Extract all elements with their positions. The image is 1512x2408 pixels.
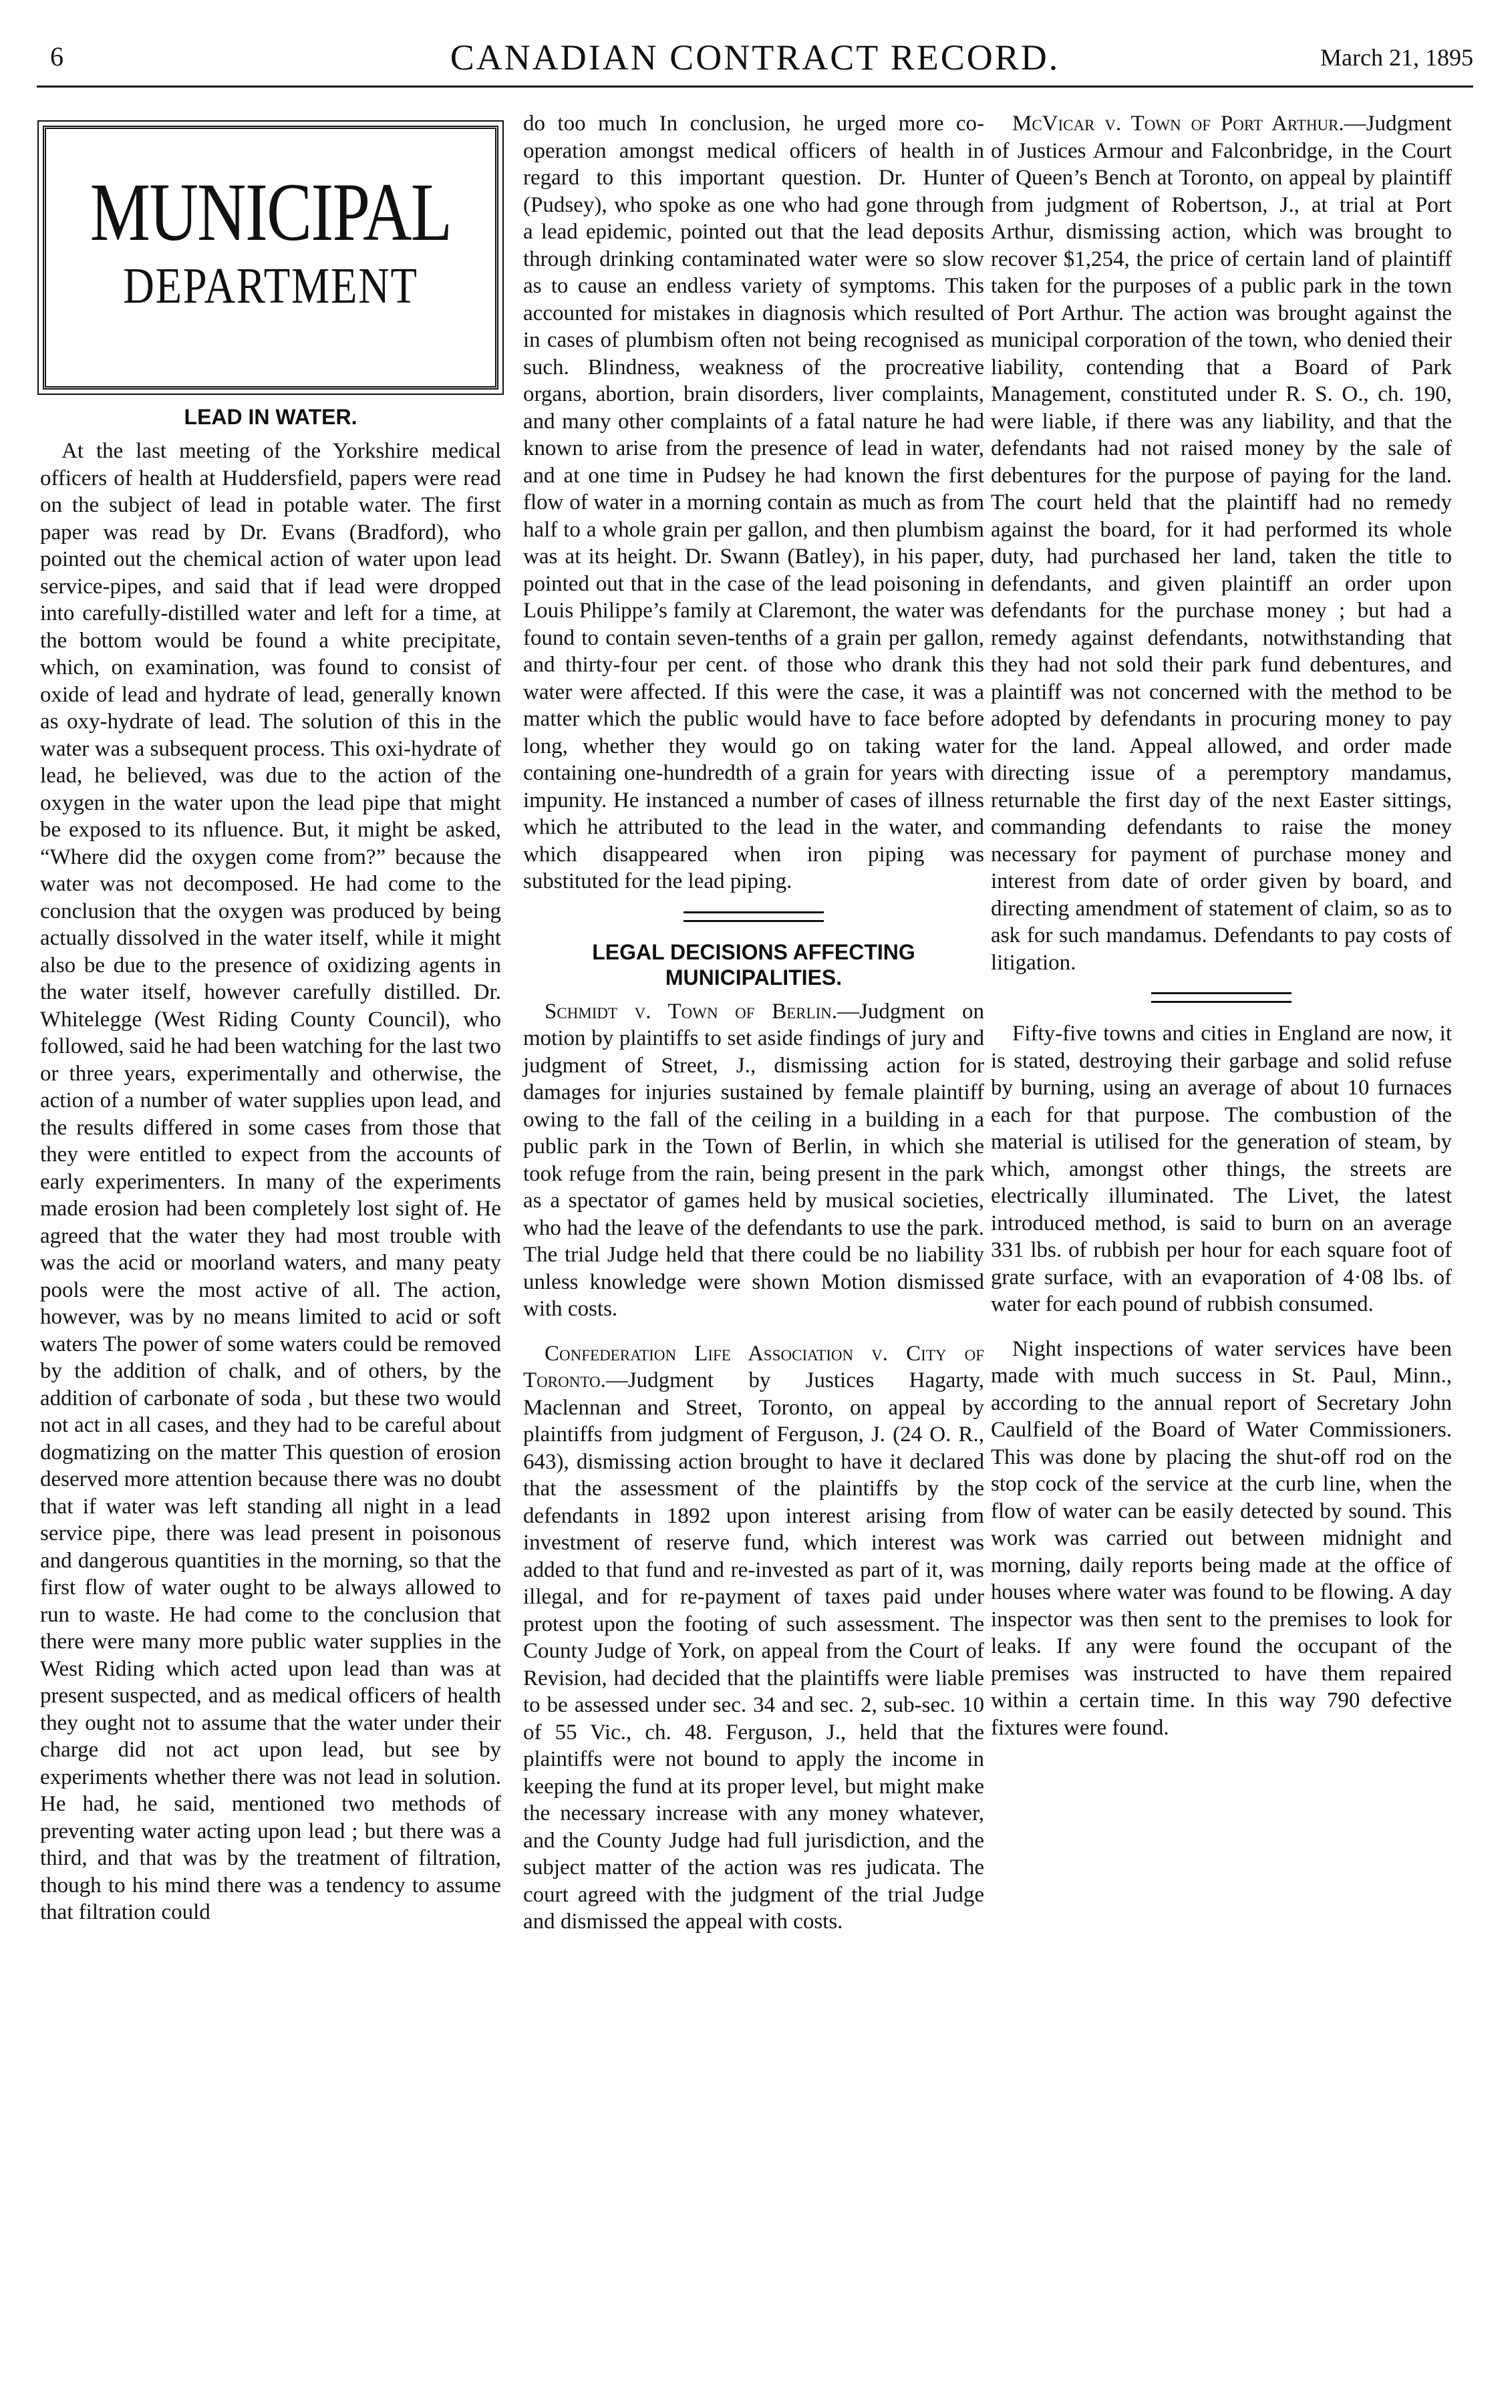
case-title: Schmidt v. Town of Berlin.	[545, 999, 838, 1024]
case-text: —Judgment on motion by plaintiffs to set aside findings of jury and judgment of Street, J., dismissing action for damages for injuries sustained by female plaintiff owing to the fall of the ceiling in a building in a public park in the Town of Berlin, in which she took refuge from the rain, being present in the park as a spectator of games held by musical societies, who had the leave of the defendants to use the park. The trial Judge held that there could be no liability unless knowledge were shown Motion dismissed with costs.	[523, 999, 984, 1321]
legal-case	[523, 1340, 984, 1936]
section-separator	[1151, 992, 1292, 1003]
publication-title: CANADIAN CONTRACT RECORD.	[450, 37, 1060, 78]
logo-line-2: DEPARTMENT	[123, 258, 418, 314]
page-header	[37, 37, 1473, 84]
article-heading: LEAD IN WATER.	[184, 405, 357, 429]
department-logo	[43, 126, 498, 390]
news-note: Night inspections of water services have been made with much success in St. Paul, Minn., according to the annual report of Secretary John Caulfield of the Board of Water Commissioners. This was done by placing the shut-off rod on the stop cock of the service at the curb line, when the flow of water can be easily detected by sound. This work was carried out between midnight and morning, daily reports being made at the office of houses where water was found to be flowing. A day inspector was then sent to the premises to look for leaks. If any were found the occupant of the premises was instructed to have them repaired within a certain time. In this way 790 defective fixtures were found.	[991, 1336, 1452, 1740]
legal-case	[991, 110, 1452, 976]
section-separator	[684, 911, 824, 922]
column-3	[991, 110, 1452, 1741]
legal-case	[523, 998, 984, 1323]
case-title: McVicar v. Town of Port Arthur.	[1012, 112, 1344, 136]
column-2	[523, 110, 984, 1936]
article-paragraph: At the last meeting of the Yorkshire medical officers of health at Huddersfield, papers were read on the subject of lead in potable water. The first paper was read by Dr. Evans (Bradford), who pointed out the chemical action of water upon lead service-pipes, and said that if lead were dropped into carefully-distilled water and left for a time, at the bottom would be found a white precipitate, which, on examination, was found to consist of oxide of lead and hydrate of lead, generally known as oxy-hydrate of lead. The solution of this in the water was a subsequent process. This oxi-hydrate of lead, he believed, was due to the action of the oxygen in the water upon the lead pipe that might be exposed to its nfluence. But, it might be asked, “Where did the oxygen come from?” because the water was not decomposed. He had come to the conclusion that the oxygen was produced by being actually dissolved in the water itself, while it might also be due to the presence of oxidizing agents in the water itself, however carefully distilled. Dr. Whitelegge (West Riding County Council), who followed, said he had been watching for the last two or three years, experimentally and otherwise, the action of a number of water supplies upon lead, and the results differed in some cases from those that they were entitled to expect from the accounts of early experimenters. In many of the experiments made erosion had been completely lost sight of. He agreed that the water they had most trouble with was the acid or moorland waters, and many peaty pools were the most active of all. The action, however, was by no means limited to acid or soft waters The power of some waters could be removed by the addition of chalk, and of others, by the addition of carbonate of soda , but these two would not act in all cases, and they had to be careful about dogmatizing on the matter This question of erosion deserved more attention because there was no doubt that if water was left standing all night in a lead service pipe, there was lead present in poisonous and dangerous quantities in the morning, so that the first flow of water ought to be always allowed to run to waste. He had come to the conclusion that there were many more public water supplies in the West Riding which acted upon lead than was at present suspected, and as medical officers of health they ought not to assume that the water under their charge did not act upon lead, but see by experiments whether there was not lead in solution. He had, he said, mentioned two methods of preventing water acting upon lead ; but there was a third, and that was by the treatment of filtration, though to his mind there was a tendency to assume that filtration could	[40, 439, 501, 1924]
case-text: —Judgment of Justices Armour and Falconbridge, in the Court of Queen’s Bench at Toronto, on appeal by plaintiff from judgment of Robertson, J., at trial at Port Arthur, dismissing action, which was brought to recover $1,254, the price of certain land of plaintiff taken for the purposes of a public park in the town of Port Arthur. The action was brought against the municipal corporation of the town, who denied their liability, contending that a Board of Park Management, constituted under R. S. O., ch. 190, were liable, if there was any liability, and that the defendants had not raised money by the sale of debentures for the purpose of paying for the land. The court held that the plaintiff had no remedy against the board, for it had performed its whole duty, had purchased her land, taken the title to defendants, and given plaintiff an order upon defendants for the purchase money ; but had a remedy against defendants, notwithstanding that they had not sold their park fund debentures, and plaintiff was not concerned with the method to be adopted by defendants in procuring money to pay for the land. Appeal allowed, and order made directing issue of a peremptory mandamus, returnable the first day of the next Easter sittings, commanding defendants to raise the money necessary for payment of purchase money and interest from date of order given by board, and directing amendment of statement of claim, so as to ask for such mandamus. Defendants to pay costs of litigation.	[991, 112, 1452, 975]
case-text: —Judgment by Justices Hagarty, Maclennan and Street, Toronto, on appeal by plaintiffs from judgment of Ferguson, J. (24 O. R., 643), dismissing action brought to have it declared that the assessment of the plaintiffs by the defendants in 1892 upon interest arising from investment of reserve fund, which interest was added to that fund and re-invested as part of it, was illegal, and for re-payment of taxes paid under protest upon the footing of such assessment. The County Judge of York, on appeal from the Court of Revision, had decided that the plaintiffs were liable to be assessed under sec. 34 and sec. 2, sub-sec. 10 of 55 Vic., ch. 48. Ferguson, J., held that the plaintiffs were not bound to apply the income in keeping the fund at its proper level, but might make the necessary increase with any money whatever, and the County Judge had full jurisdiction, and the subject matter of the action was res judicata. The court agreed with the judgment of the trial Judge and dismissed the appeal with costs.	[523, 1368, 984, 1934]
column-1	[40, 114, 501, 1926]
news-note: Fifty-five towns and cities in England are now, it is stated, destroying their garbage and solid refuse by burning, using an average of about 10 furnaces each for that purpose. The combustion of the material is utilised for the generation of steam, by which, amongst other things, the streets are electrically illuminated. The Livet, the latest introduced method, is said to burn on an average 331 lbs. of rubbish per hour for each square foot of grate surface, with an evaporation of 4·08 lbs. of water for each pound of rubbish consumed.	[991, 1022, 1452, 1316]
issue-date: March 21, 1895	[1320, 44, 1473, 71]
page-number: 6	[50, 41, 63, 71]
article-paragraph-continued: do too much In conclusion, he urged more co-operation amongst medical officers of health in regard to this important question. Dr. Hunter (Pudsey), who spoke as one who had gone through a lead epidemic, pointed out that the lead deposits through drinking contaminated water were so slow as to cause an endless variety of symptoms. This accounted for mistakes in diagnosis which resulted in cases of plumbism often not being recognised as such. Blindness, weakness of the procreative organs, abortion, brain disorders, liver complaints, and many other complaints of a fatal nature he had known to arise from the presence of lead in water, and at one time in Pudsey he had known the first flow of water in a morning contain as much as from half to a whole grain per gallon, and then plumbism was at its height. Dr. Swann (Batley), in his paper, pointed out that in the case of the lead poisoning in Louis Philippe’s family at Claremont, the water was found to contain seven-tenths of a grain per gallon, and thirty-four per cent. of those who drank this water were affected. If this were the case, it was a matter which the public would have to face before long, whether they would go on taking water containing one-hundredth of a grain for years with impunity. He instanced a number of cases of illness which he attributed to the lead in the water, and which disappeared when iron piping was substituted for the lead piping.	[523, 112, 984, 893]
case-title: Confederation Life Association v. City of Toronto.	[523, 1341, 984, 1392]
logo-line-1: MUNICIPAL	[90, 166, 452, 258]
header-rule	[37, 86, 1473, 88]
legal-heading: LEGAL DECISIONS AFFECTING MUNICIPALITIES.	[592, 939, 915, 990]
